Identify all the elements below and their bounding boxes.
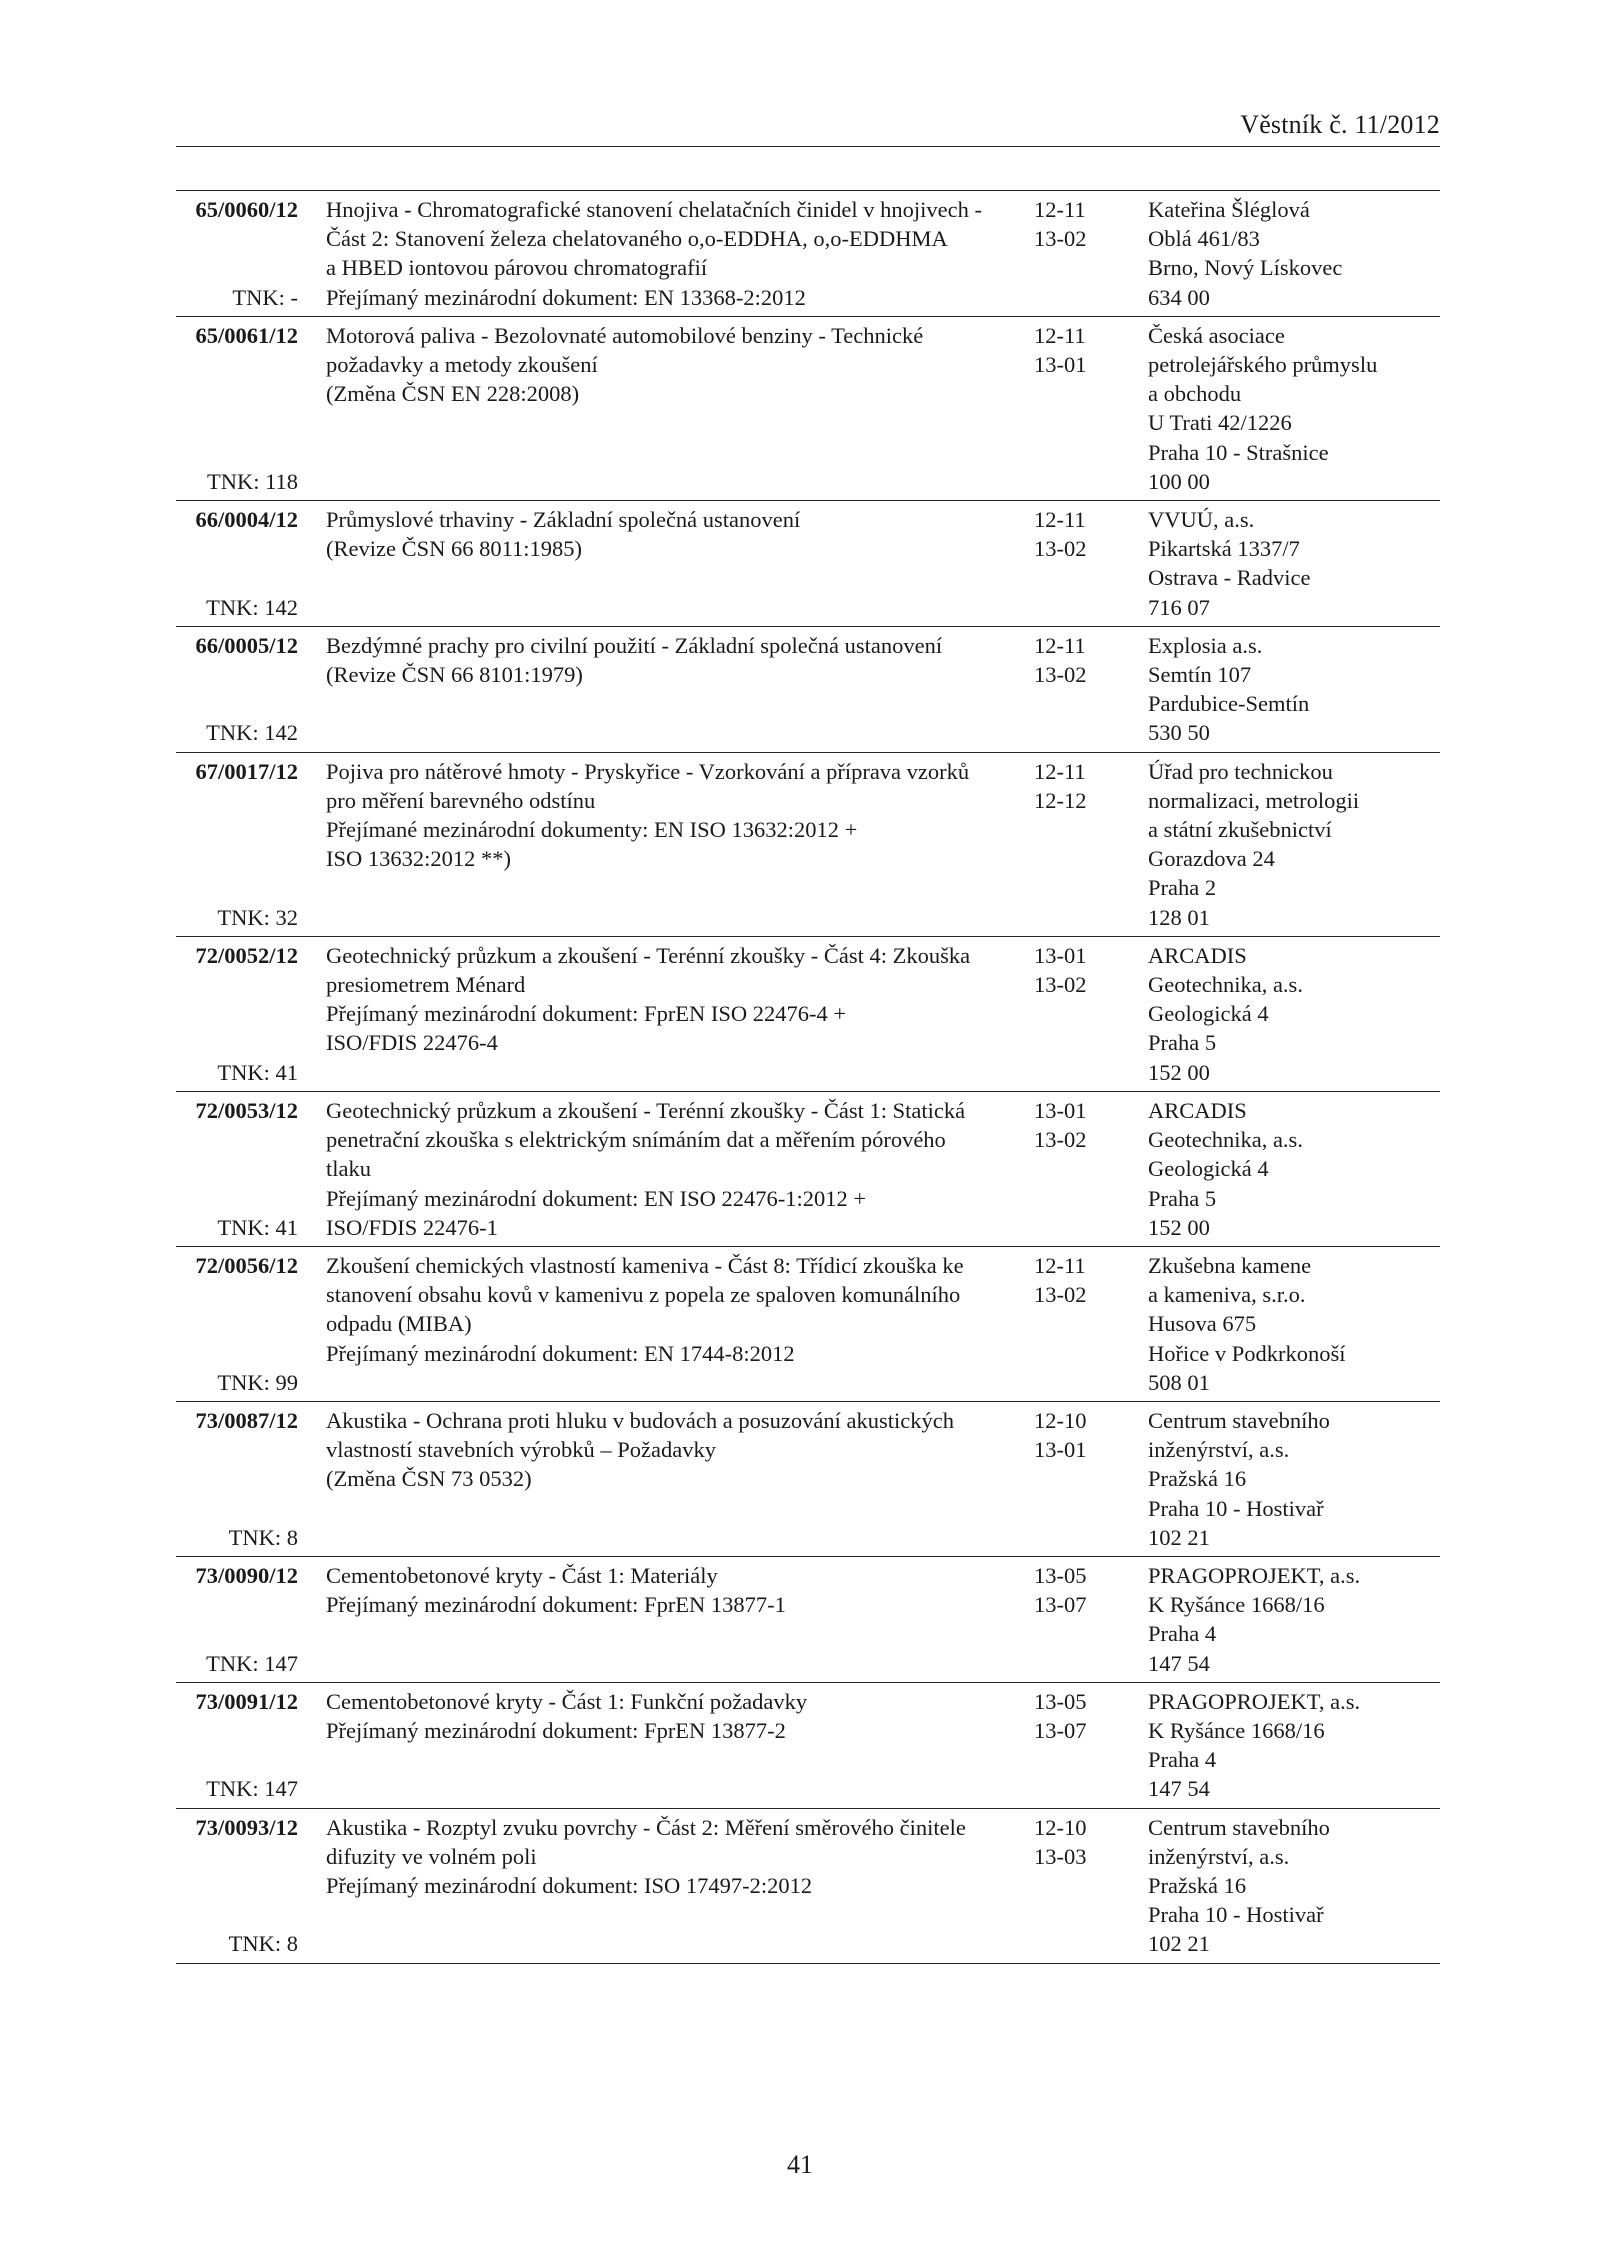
entry-title-cell <box>316 501 1024 627</box>
title-line: tlaku <box>326 1156 371 1182</box>
table-row <box>176 316 1440 500</box>
entry-id-cell <box>176 1246 316 1401</box>
entry-number: 66/0005/12 <box>195 632 298 658</box>
tnk-label: TNK: 142 <box>206 720 298 746</box>
processor-line: Geotechnika, a.s. <box>1148 1127 1303 1153</box>
tnk-label: TNK: 142 <box>206 594 298 620</box>
title-line: Průmyslové trhaviny - Základní společná ustanovení <box>326 507 801 533</box>
table-row <box>176 1246 1440 1401</box>
processor-line: Praha 5 <box>1148 1030 1217 1056</box>
processor-line: 128 01 <box>1148 904 1210 930</box>
title-line: Přejímaný mezinárodní dokument: FprEN ISO 22476-4 + <box>326 1001 847 1027</box>
processor-line: ARCADIS <box>1148 1097 1247 1123</box>
processor-line: 508 01 <box>1148 1369 1210 1395</box>
title-line: (Revize ČSN 66 8011:1985) <box>326 536 583 562</box>
processor-line: K Ryšánce 1668/16 <box>1148 1592 1325 1618</box>
tnk-label: TNK: 8 <box>228 1931 298 1957</box>
date-line: 12-11 <box>1034 322 1086 348</box>
entry-number: 67/0017/12 <box>195 758 298 784</box>
processor-line: 716 07 <box>1148 594 1210 620</box>
entry-number: 72/0053/12 <box>195 1097 298 1123</box>
processor-line: PRAGOPROJEKT, a.s. <box>1148 1688 1361 1714</box>
processor-line: Geologická 4 <box>1148 1001 1269 1027</box>
entry-processor-cell <box>1138 1556 1440 1682</box>
table-row <box>176 1401 1440 1556</box>
table-row <box>176 626 1440 752</box>
entry-dates-cell <box>1024 316 1138 500</box>
title-line: Bezdýmné prachy pro civilní použití - Základní společná ustanovení <box>326 632 943 658</box>
entry-processor-cell <box>1138 191 1440 317</box>
date-line: 13-03 <box>1034 1843 1087 1869</box>
table-row <box>176 1682 1440 1808</box>
title-line: Přejímaný mezinárodní dokument: EN 13368-2:2012 <box>326 284 806 310</box>
entry-id-cell <box>176 1091 316 1246</box>
entry-dates-cell <box>1024 1401 1138 1556</box>
title-line: Přejímaný mezinárodní dokument: EN ISO 22476-1:2012 + <box>326 1185 867 1211</box>
entry-title-cell <box>316 1682 1024 1808</box>
entry-title-cell <box>316 1401 1024 1556</box>
processor-line: inženýrství, a.s. <box>1148 1437 1290 1463</box>
entry-number: 65/0060/12 <box>195 197 298 222</box>
entry-number: 72/0056/12 <box>195 1252 298 1278</box>
entry-processor-cell <box>1138 626 1440 752</box>
processor-line: K Ryšánce 1668/16 <box>1148 1717 1325 1743</box>
processor-line: Praha 10 - Hostivař <box>1148 1495 1324 1521</box>
date-line: 12-11 <box>1034 197 1086 222</box>
entry-title-cell <box>316 1091 1024 1246</box>
title-line: a HBED iontovou párovou chromatografií <box>326 255 708 281</box>
entry-number: 65/0061/12 <box>195 322 298 348</box>
processor-line: Geotechnika, a.s. <box>1148 972 1303 998</box>
date-line: 12-11 <box>1034 507 1086 533</box>
title-line: Cementobetonové kryty - Část 1: Materiály <box>326 1562 718 1588</box>
entry-title-cell <box>316 316 1024 500</box>
title-line: odpadu (MIBA) <box>326 1311 472 1337</box>
title-line: ISO/FDIS 22476-4 <box>326 1030 498 1056</box>
processor-line: Zkušebna kamene <box>1148 1252 1312 1278</box>
processor-line: 147 54 <box>1148 1776 1210 1802</box>
processor-line: 102 21 <box>1148 1931 1210 1957</box>
tnk-label: TNK: 118 <box>206 468 298 494</box>
date-line: 13-07 <box>1034 1717 1087 1743</box>
processor-line: U Trati 42/1226 <box>1148 410 1292 436</box>
title-line: pro měření barevného odstínu <box>326 787 596 813</box>
title-line: ISO 13632:2012 **) <box>326 846 511 872</box>
processor-line: petrolejářského průmyslu <box>1148 352 1378 378</box>
entry-id-cell <box>176 1682 316 1808</box>
title-line: Akustika - Rozptyl zvuku povrchy - Část 2: Měření směrového činitele <box>326 1814 966 1840</box>
title-line: Geotechnický průzkum a zkoušení - Terénní zkoušky - Část 4: Zkouška <box>326 942 971 968</box>
processor-line: Explosia a.s. <box>1148 632 1263 658</box>
processor-line: Brno, Nový Lískovec <box>1148 255 1343 281</box>
title-line: (Revize ČSN 66 8101:1979) <box>326 662 583 688</box>
entry-title-cell <box>316 191 1024 317</box>
date-line: 13-05 <box>1034 1562 1087 1588</box>
title-line: ISO/FDIS 22476-1 <box>326 1214 498 1240</box>
processor-line: Pražská 16 <box>1148 1466 1247 1492</box>
date-line: 12-11 <box>1034 1252 1086 1278</box>
processor-line: Praha 4 <box>1148 1747 1217 1773</box>
entry-dates-cell <box>1024 1808 1138 1963</box>
processor-line: 152 00 <box>1148 1059 1210 1085</box>
entry-number: 72/0052/12 <box>195 942 298 968</box>
date-line: 13-01 <box>1034 1097 1087 1123</box>
title-line: Hnojiva - Chromatografické stanovení chelatačních činidel v hnojivech - <box>326 197 983 222</box>
processor-line: Česká asociace <box>1148 322 1285 348</box>
table-row <box>176 1556 1440 1682</box>
entry-processor-cell <box>1138 1246 1440 1401</box>
processor-line: 530 50 <box>1148 720 1210 746</box>
entry-title-cell <box>316 1556 1024 1682</box>
entry-id-cell <box>176 626 316 752</box>
table-row <box>176 752 1440 936</box>
entry-dates-cell <box>1024 191 1138 317</box>
title-line: Geotechnický průzkum a zkoušení - Terénní zkoušky - Část 1: Statická <box>326 1097 966 1123</box>
entry-processor-cell <box>1138 501 1440 627</box>
title-line: Přejímaný mezinárodní dokument: FprEN 13877-2 <box>326 1717 786 1743</box>
title-line: penetrační zkouška s elektrickým snímáním dat a měřením pórového <box>326 1127 946 1153</box>
date-line: 12-11 <box>1034 758 1086 784</box>
register-body <box>176 191 1440 1964</box>
processor-line: Pražská 16 <box>1148 1872 1247 1898</box>
processor-line: 102 21 <box>1148 1524 1210 1550</box>
entry-title-cell <box>316 1246 1024 1401</box>
entry-id-cell <box>176 1808 316 1963</box>
entry-dates-cell <box>1024 626 1138 752</box>
table-row <box>176 1091 1440 1246</box>
page-number: 41 <box>787 2150 813 2179</box>
title-line: Přejímaný mezinárodní dokument: ISO 17497-2:2012 <box>326 1872 813 1898</box>
entry-processor-cell <box>1138 1401 1440 1556</box>
date-line: 13-02 <box>1034 1282 1087 1308</box>
date-line: 12-10 <box>1034 1814 1087 1840</box>
processor-line: a obchodu <box>1148 381 1242 407</box>
entry-id-cell <box>176 752 316 936</box>
entry-dates-cell <box>1024 501 1138 627</box>
entry-dates-cell <box>1024 1682 1138 1808</box>
entry-title-cell <box>316 1808 1024 1963</box>
title-line: difuzity ve volném poli <box>326 1843 537 1869</box>
entry-number: 73/0093/12 <box>195 1814 298 1840</box>
processor-line: a státní zkušebnictví <box>1148 817 1332 843</box>
journal-title: Věstník č. 11/2012 <box>1240 110 1440 139</box>
date-line: 13-05 <box>1034 1688 1087 1714</box>
title-line: Akustika - Ochrana proti hluku v budovách a posuzování akustických <box>326 1407 954 1433</box>
entry-processor-cell <box>1138 1682 1440 1808</box>
entry-dates-cell <box>1024 1091 1138 1246</box>
processor-line: Semtín 107 <box>1148 662 1252 688</box>
entry-dates-cell <box>1024 752 1138 936</box>
title-line: Motorová paliva - Bezolovnaté automobilové benziny - Technické <box>326 322 924 348</box>
date-line: 13-01 <box>1034 352 1087 378</box>
tnk-label: TNK: 41 <box>217 1214 298 1240</box>
date-line: 13-07 <box>1034 1592 1087 1618</box>
tnk-label: TNK: 32 <box>217 904 298 930</box>
entry-processor-cell <box>1138 936 1440 1091</box>
processor-line: Praha 10 - Hostivař <box>1148 1902 1324 1928</box>
standards-register-table <box>176 190 1440 1964</box>
processor-line: Praha 10 - Strašnice <box>1148 439 1329 465</box>
entry-id-cell <box>176 1556 316 1682</box>
processor-line: inženýrství, a.s. <box>1148 1843 1290 1869</box>
processor-line: Gorazdova 24 <box>1148 846 1275 872</box>
tnk-label: TNK: 147 <box>206 1650 298 1676</box>
page-header <box>176 108 1440 147</box>
table-row <box>176 1808 1440 1963</box>
date-line: 13-02 <box>1034 662 1087 688</box>
processor-line: Kateřina Šléglová <box>1148 197 1310 222</box>
processor-line: Centrum stavebního <box>1148 1407 1330 1433</box>
entry-dates-cell <box>1024 1246 1138 1401</box>
processor-line: normalizaci, metrologii <box>1148 787 1360 813</box>
entry-processor-cell <box>1138 1808 1440 1963</box>
processor-line: Husova 675 <box>1148 1311 1257 1337</box>
tnk-label: TNK: 8 <box>228 1524 298 1550</box>
processor-line: Hořice v Podkrkonoší <box>1148 1340 1346 1366</box>
processor-line: Ostrava - Radvice <box>1148 565 1311 591</box>
processor-line: Centrum stavebního <box>1148 1814 1330 1840</box>
date-line: 13-01 <box>1034 942 1087 968</box>
table-row <box>176 501 1440 627</box>
date-line: 13-02 <box>1034 972 1087 998</box>
processor-line: Pardubice-Semtín <box>1148 691 1310 717</box>
title-line: požadavky a metody zkoušení <box>326 352 598 378</box>
title-line: Cementobetonové kryty - Část 1: Funkční požadavky <box>326 1688 808 1714</box>
entry-processor-cell <box>1138 1091 1440 1246</box>
processor-line: 147 54 <box>1148 1650 1210 1676</box>
title-line: Přejímaný mezinárodní dokument: FprEN 13877-1 <box>326 1592 786 1618</box>
title-line: Přejímaný mezinárodní dokument: EN 1744-8:2012 <box>326 1340 795 1366</box>
entry-id-cell <box>176 191 316 317</box>
date-line: 13-02 <box>1034 226 1087 252</box>
entry-processor-cell <box>1138 316 1440 500</box>
processor-line: a kameniva, s.r.o. <box>1148 1282 1306 1308</box>
title-line: vlastností stavebních výrobků – Požadavky <box>326 1437 716 1463</box>
processor-line: 634 00 <box>1148 284 1210 310</box>
processor-line: VVUÚ, a.s. <box>1148 507 1255 533</box>
entry-title-cell <box>316 936 1024 1091</box>
tnk-label: TNK: 147 <box>206 1776 298 1802</box>
entry-id-cell <box>176 1401 316 1556</box>
title-line: stanovení obsahu kovů v kamenivu z popela ze spaloven komunálního <box>326 1282 961 1308</box>
entry-id-cell <box>176 936 316 1091</box>
processor-line: Praha 2 <box>1148 875 1217 901</box>
title-line: Část 2: Stanovení železa chelatovaného o,o-EDDHA, o,o-EDDHMA <box>326 226 948 252</box>
processor-line: Geologická 4 <box>1148 1156 1269 1182</box>
date-line: 13-02 <box>1034 1127 1087 1153</box>
processor-line: Praha 5 <box>1148 1185 1217 1211</box>
date-line: 12-10 <box>1034 1407 1087 1433</box>
title-line: presiometrem Ménard <box>326 972 526 998</box>
date-line: 12-12 <box>1034 787 1087 813</box>
entry-processor-cell <box>1138 752 1440 936</box>
processor-line: ARCADIS <box>1148 942 1247 968</box>
entry-title-cell <box>316 752 1024 936</box>
date-line: 13-01 <box>1034 1437 1087 1463</box>
tnk-label: TNK: 99 <box>217 1369 298 1395</box>
title-line: Pojiva pro nátěrové hmoty - Pryskyřice - Vzorkování a příprava vzorků <box>326 758 970 784</box>
entry-dates-cell <box>1024 936 1138 1091</box>
processor-line: Pikartská 1337/7 <box>1148 536 1300 562</box>
title-line: Přejímané mezinárodní dokumenty: EN ISO 13632:2012 + <box>326 817 858 843</box>
date-line: 13-02 <box>1034 536 1087 562</box>
entry-dates-cell <box>1024 1556 1138 1682</box>
table-row <box>176 936 1440 1091</box>
entry-id-cell <box>176 316 316 500</box>
title-line: (Změna ČSN 73 0532) <box>326 1466 532 1492</box>
processor-line: 152 00 <box>1148 1214 1210 1240</box>
processor-line: Praha 4 <box>1148 1621 1217 1647</box>
title-line: Zkoušení chemických vlastností kameniva - Část 8: Třídicí zkouška ke <box>326 1252 964 1278</box>
entry-number: 66/0004/12 <box>195 507 298 533</box>
entry-title-cell <box>316 626 1024 752</box>
entry-number: 73/0091/12 <box>195 1688 298 1714</box>
entry-number: 73/0090/12 <box>195 1562 298 1588</box>
table-row <box>176 191 1440 317</box>
title-line: (Změna ČSN EN 228:2008) <box>326 381 580 407</box>
date-line: 12-11 <box>1034 632 1086 658</box>
entry-number: 73/0087/12 <box>195 1407 298 1433</box>
entry-id-cell <box>176 501 316 627</box>
tnk-label: TNK: - <box>232 284 298 310</box>
processor-line: 100 00 <box>1148 468 1210 494</box>
processor-line: Oblá 461/83 <box>1148 226 1260 252</box>
processor-line: PRAGOPROJEKT, a.s. <box>1148 1562 1361 1588</box>
processor-line: Úřad pro technickou <box>1148 758 1333 784</box>
tnk-label: TNK: 41 <box>217 1059 298 1085</box>
